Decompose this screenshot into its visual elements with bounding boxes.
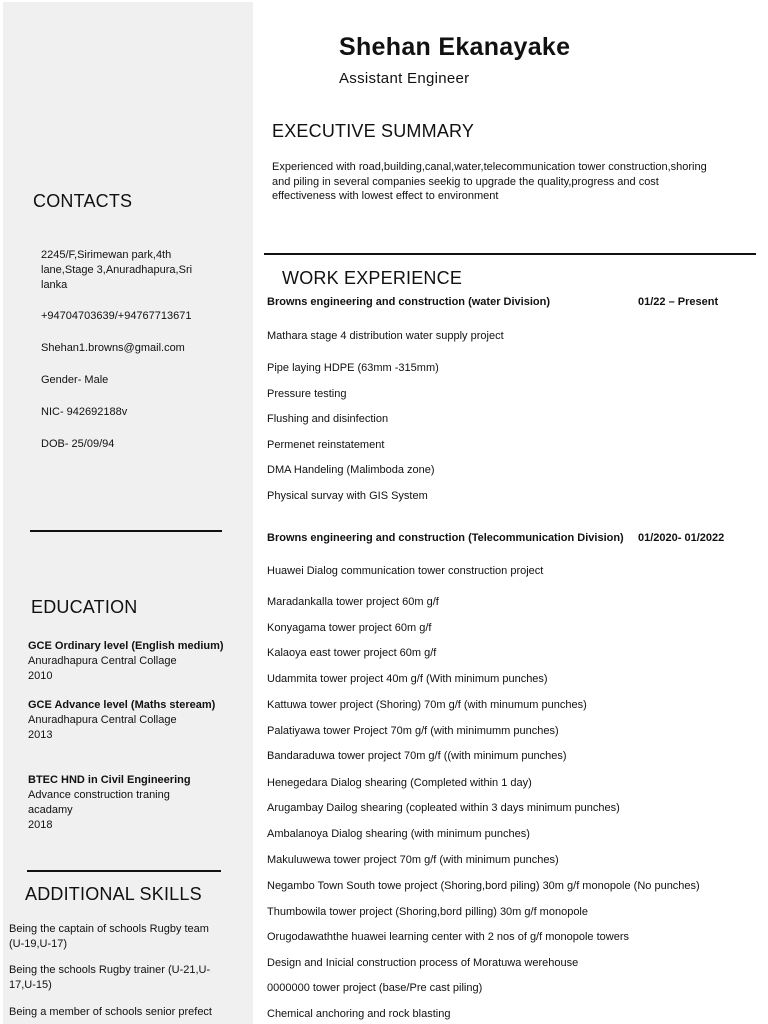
job-item: Henegedara Dialog shearing (Completed within 1 day): [267, 777, 532, 789]
education-line: 2018: [28, 819, 53, 831]
education-title: BTEC HND in Civil Engineering: [28, 774, 191, 786]
education-line: 2013: [28, 729, 53, 741]
contact-nic: NIC- 942692188v: [41, 406, 128, 418]
job-item: Kattuwa tower project (Shoring) 70m g/f (with minumum punches): [267, 699, 587, 711]
job-item: Huawei Dialog communication tower construction project: [267, 565, 544, 577]
job-item: Bandaraduwa tower project 70m g/f ((with minimum punches): [267, 750, 567, 762]
summary-line: effectiveness with lowest effect to environment: [272, 190, 499, 202]
contact-email: Shehan1.browns@gmail.com: [41, 342, 185, 354]
job-item: Arugambay Dailog shearing (copleated within 3 days minimum punches): [267, 802, 620, 814]
job-item: Orugodawaththe huawei learning center with 2 nos of g/f monopole towers: [267, 931, 629, 943]
job-item: Udammita tower project 40m g/f (With minimum punches): [267, 673, 548, 685]
address-line: lanka: [41, 279, 68, 291]
job-item: 0000000 tower project (base/Pre cast piling): [267, 982, 483, 994]
education-line: Anuradhapura Central Collage: [28, 655, 177, 667]
job-item: Mathara stage 4 distribution water supply project: [267, 330, 504, 342]
skill-line: Being the captain of schools Rugby team: [9, 923, 209, 935]
job-item: DMA Handeling (Malimboda zone): [267, 464, 435, 476]
candidate-name: Shehan Ekanayake: [339, 33, 571, 61]
summary-divider: [264, 253, 756, 255]
contact-dob: DOB- 25/09/94: [41, 438, 115, 450]
address-line: lane,Stage 3,Anuradhapura,Sri: [41, 264, 193, 276]
job-item: Palatiyawa tower Project 70m g/f (with minimumm punches): [267, 725, 559, 737]
job-dates: 01/2020- 01/2022: [638, 532, 725, 544]
job-item: Maradankalla tower project 60m g/f: [267, 596, 439, 608]
job-dates: 01/22 – Present: [638, 296, 719, 308]
job-item: Flushing and disinfection: [267, 413, 389, 425]
education-item: [28, 698, 215, 743]
education-item: [28, 639, 224, 684]
job-item: Kalaoya east tower project 60m g/f: [267, 647, 437, 659]
education-heading: EDUCATION: [31, 597, 138, 617]
contacts-divider: [30, 530, 222, 532]
skill-line: (U-19,U-17): [9, 938, 68, 950]
job-item: Chemical anchoring and rock blasting: [267, 1008, 451, 1020]
contacts-heading: CONTACTS: [33, 191, 133, 211]
summary-line: and piling in several companies seekig to upgrade the quality,progress and cost: [272, 175, 659, 188]
job-item: Negambo Town South towe project (Shoring,bord piling) 30m g/f monopole (No punches): [267, 880, 700, 892]
skill-line: Being a member of schools senior prefect: [9, 1006, 212, 1018]
contact-gender: Gender- Male: [41, 374, 109, 386]
job-item: Design and Inicial construction process of Moratuwa werehouse: [267, 957, 579, 969]
job-item: Ambalanoya Dialog shearing (with minimum punches): [267, 828, 530, 840]
education-line: 2010: [28, 670, 53, 682]
education-line: Advance construction traning: [28, 789, 170, 801]
address-line: 2245/F,Sirimewan park,4th: [41, 249, 172, 261]
summary-text: [272, 160, 762, 204]
job-item: Physical survay with GIS System: [267, 490, 428, 502]
skill-line: 17,U-15): [9, 979, 52, 991]
summary-heading: EXECUTIVE SUMMARY: [272, 121, 475, 141]
work-heading: WORK EXPERIENCE: [282, 268, 463, 288]
job-item: Permenet reinstatement: [267, 439, 385, 451]
contact-address: [41, 248, 192, 293]
job-item: Pipe laying HDPE (63mm -315mm): [267, 362, 439, 374]
candidate-title: Assistant Engineer: [339, 70, 470, 87]
education-divider: [27, 870, 221, 872]
summary-line: Experienced with road,building,canal,water,telecommunication tower construction,shoring: [272, 161, 707, 173]
job-item: Thumbowila tower project (Shoring,bord pilling) 30m g/f monopole: [267, 906, 588, 918]
education-item: [28, 773, 191, 833]
education-line: acadamy: [28, 804, 73, 816]
job-item: Pressure testing: [267, 388, 347, 400]
job-item: Konyagama tower project 60m g/f: [267, 622, 432, 634]
education-title: GCE Advance level (Maths steream): [28, 699, 216, 711]
job-company: Browns engineering and construction (Telecommunication Division): [267, 532, 624, 544]
contact-phone: +94704703639/+94767713671: [41, 310, 192, 322]
education-title: GCE Ordinary level (English medium): [28, 640, 224, 652]
job-company: Browns engineering and construction (water Division): [267, 296, 550, 308]
skill-line: Being the schools Rugby trainer (U-21,U-: [9, 964, 211, 976]
job-item: Makuluwewa tower project 70m g/f (with minimum punches): [267, 854, 559, 866]
education-line: Anuradhapura Central Collage: [28, 714, 177, 726]
skills-heading: ADDITIONAL SKILLS: [25, 884, 202, 904]
